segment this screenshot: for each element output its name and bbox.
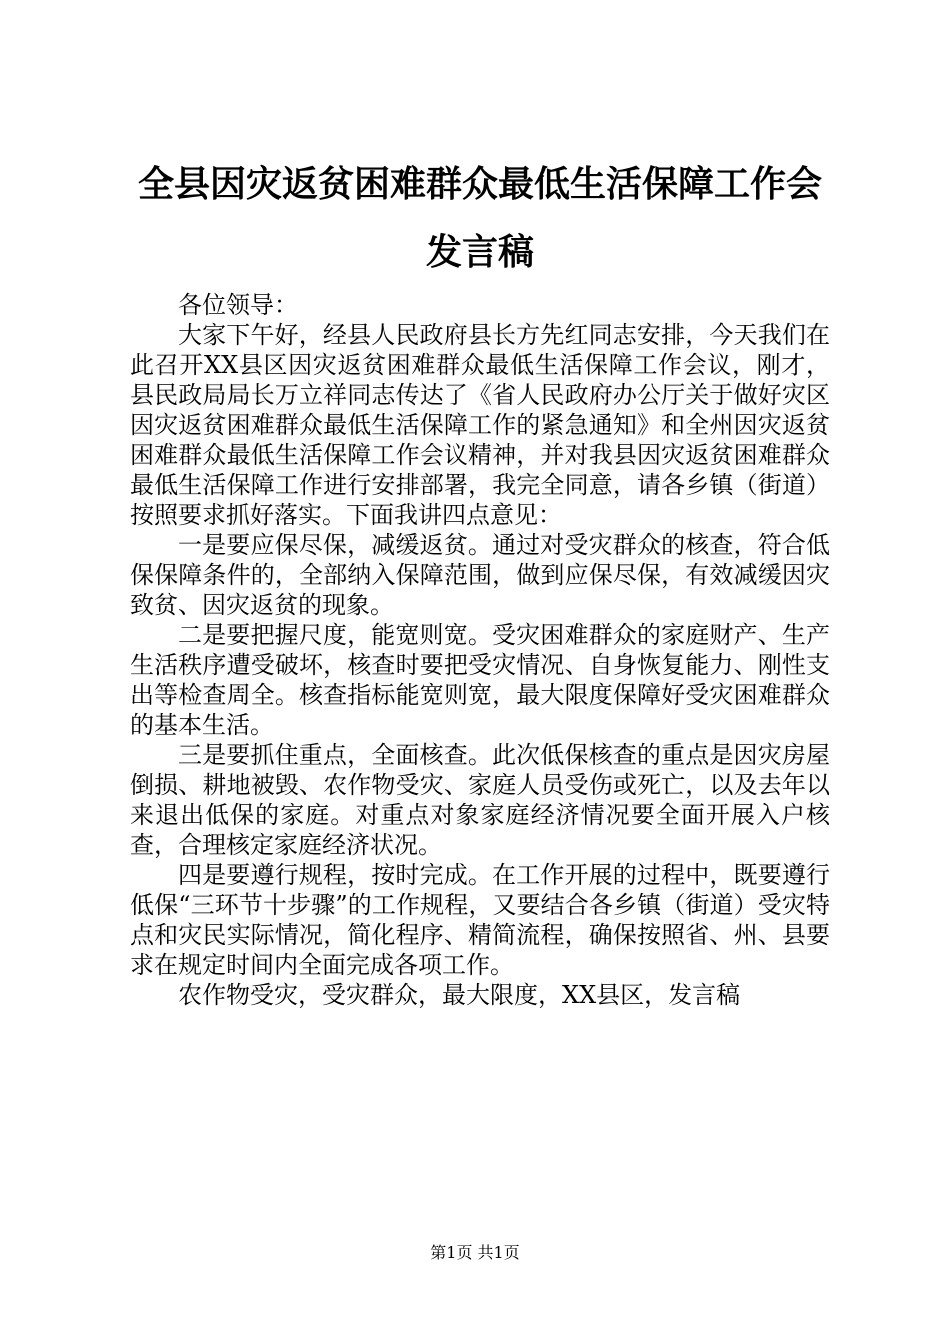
paragraph-point-3: 三是要抓住重点，全面核查。此次低保核查的重点是因灾房屋倒损、耕地被毁、农作物受灾、家庭人员受伤或死亡，以及去年以来退出低保的家庭。对重点对象家庭经济情况要全面开展入户核查，合理核定家庭经济状况。 [130,741,830,859]
paragraph-point-1: 一是要应保尽保，减缓返贫。通过对受灾群众的核查，符合低保保障条件的，全部纳入保障范围，做到应保尽保，有效减缓因灾致贫、因灾返贫的现象。 [130,531,830,619]
page-number-footer: 第1页 共1页 [430,1243,520,1262]
paragraph-point-2: 二是要把握尺度，能宽则宽。受灾困难群众的家庭财产、生产生活秩序遭受破坏，核查时要把受灾情况、自身恢复能力、刚性支出等检查周全。核查指标能宽则宽，最大限度保障好受灾困难群众的基本生活。 [130,621,830,739]
paragraph-intro: 大家下午好，经县人民政府县长方先红同志安排，今天我们在此召开XX县区因灾返贫困难群众最低生活保障工作会议，刚才，县民政局局长万立祥同志传达了《省人民政府办公厅关于做好灾区因灾返贫困难群众最低生活保障工作的紧急通知》和全州因灾返贫困难群众最低生活保障工作会议精神，并对我县因灾返贫困难群众最低生活保障工作进行安排部署，我完全同意，请各乡镇（街道）按照要求抓好落实。下面我讲四点意见： [130,321,830,529]
document-body [130,290,830,1010]
document-page [130,150,830,1010]
paragraph-point-4: 四是要遵行规程，按时完成。在工作开展的过程中，既要遵行低保“三环节十步骤”的工作规程，又要结合各乡镇（街道）受灾特点和灾民实际情况，简化程序、精简流程，确保按照省、州、县要求在规定时间内全面完成各项工作。 [130,861,830,979]
salutation: 各位领导： [178,291,298,319]
keywords-line: 农作物受灾，受灾群众，最大限度，XX县区，发言稿 [178,981,741,1009]
document-title: 全县因灾返贫困难群众最低生活保障工作会发言稿 [137,163,822,273]
